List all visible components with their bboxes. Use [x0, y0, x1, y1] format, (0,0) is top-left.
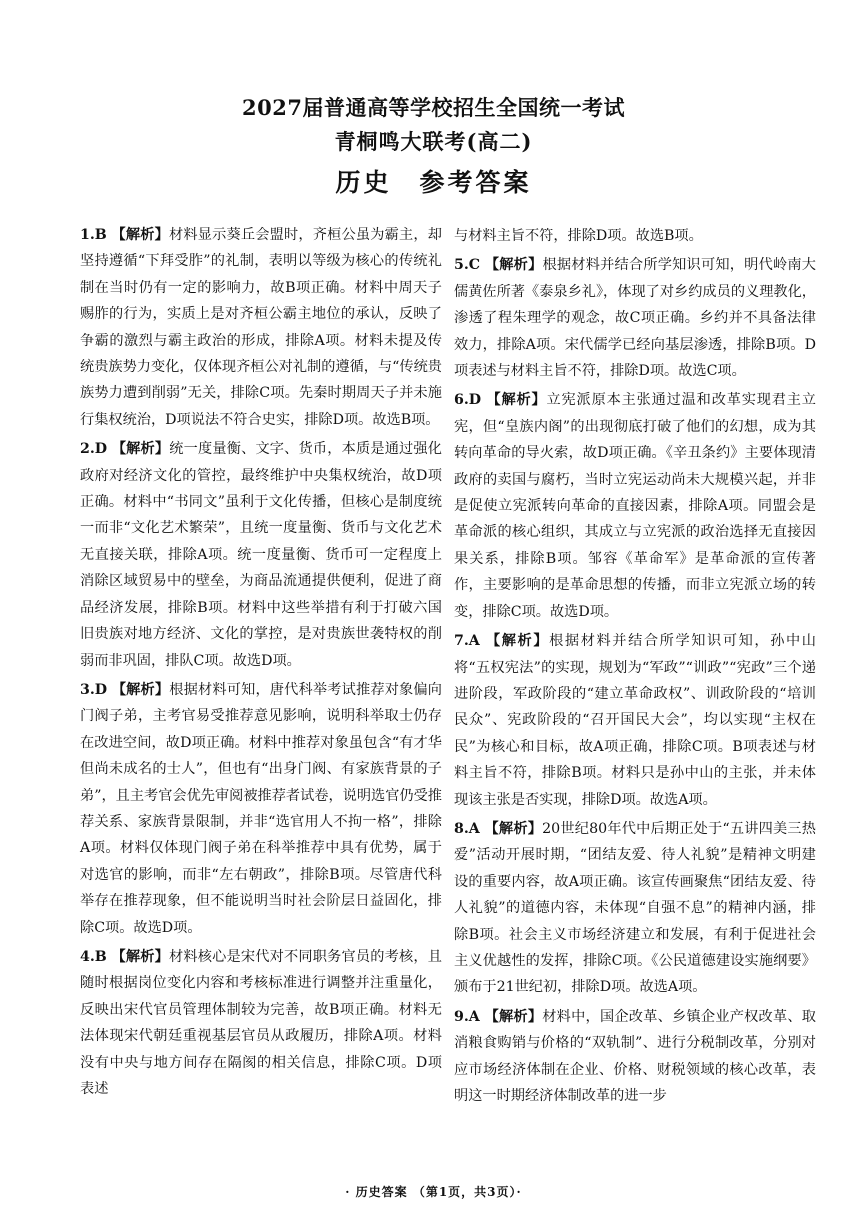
answer-number: 8.A: [454, 820, 480, 837]
answer-item-8: [454, 816, 816, 1001]
answer-text: 根据材料并结合所学知识可知，明代岭南大儒黄佐所著《泰泉乡礼》，体现了对乡约成员的义理教化，渗透了程朱理学的观念，故C项正确。乡约并不具备法律效力，排除A项。宋代儒学已经向基层渗透，排除B项。D项表述与材料主旨不符，排除D项。故选C项。: [454, 257, 816, 380]
answer-text: 材料显示葵丘会盟时，齐桓公虽为霸主，却坚持遵循“下拜受胙”的礼制，表明以等级为核心的传统礼制在当时仍有一定的影响力，故B项正确。材料中周天子赐胙的行为，实质上是对齐桓公霸主地位的承认，反映了争霸的激烈与霸主政治的形成，排除A项。材料未提及传统贵族势力变化，仅体现齐桓公对礼制的遵循，与“传统贵族势力遭到削弱”无关，排除C项。先秦时期周天子并未施行集权统治，D项说法不符合史实，排除D项。故选B项。: [80, 227, 442, 428]
answer-number: 2.D: [80, 441, 108, 458]
league-name: 青桐鸣大联考(高二): [334, 129, 533, 154]
subject-label: 历史: [335, 168, 392, 197]
analysis-tag: 【解析】: [111, 681, 170, 698]
doc-type-label: 参考答案: [419, 168, 532, 197]
analysis-tag: 【解析】: [111, 948, 170, 965]
right-column: [454, 223, 816, 1112]
answer-text: 统一度量衡、文字、货币，本质是通过强化政府对经济文化的管控，最终维护中央集权统治，故D项正确。材料中“书同文”虽利于文化传播，但核心是制度统一而非“文化艺术繁荣”，且统一度量衡、货币与文化艺术无直接关联，排除A项。统一度量衡、货币可一定程度上消除区域贸易中的壁垒，为商品流通提供便利，促进了商品经济发展，排除B项。材料中这些举措有利于打破六国旧贵族对地方经济、文化的掌控，是对贵族世袭特权的削弱而非巩固，排队C项。故选D项。: [80, 441, 442, 669]
answer-text: 材料核心是宋代对不同职务官员的考核，且随时根据岗位变化内容和考核标准进行调整并注重量化，反映出宋代官员管理体制较为完善，故B项正确。材料无法体现宋代朝廷重视基层官员从政履历，排除A项。材料没有中央与地方间存在隔阂的相关信息，排除C项。D项表述: [80, 948, 442, 1097]
answer-item-1: [80, 222, 442, 433]
answer-text: 根据材料可知，唐代科举考试推荐对象偏向门阀子弟，主考官易受推荐意见影响，说明科举取士仍存在改进空间，故D项正确。材料中推荐对象虽包含“有才华但尚未成名的士人”，但也有“出身门阀、有家族背景的子弟”，且主考官会优先审阅被推荐者试卷，说明选官仍受推荐关系、家族背景限制，并非“选官用人不拘一格”，排除A项。材料仅体现门阀子弟在科举推荐中具有优势，属于对选官的影响，而非“左右朝政”，排除B项。尽管唐代科举存在推荐现象，但不能说明当时社会阶层日益固化，排除C项。故选D项。: [80, 681, 442, 936]
answer-number: 6.D: [454, 392, 482, 409]
answer-item-2: [80, 436, 442, 674]
analysis-tag: 【解析】: [111, 441, 170, 458]
answer-number: 4.B: [80, 948, 107, 965]
answer-item-5: [454, 252, 816, 384]
answer-item-4-continued: [454, 223, 816, 249]
analysis-tag: 【解析】: [484, 1008, 543, 1025]
answer-number: 5.C: [454, 257, 481, 274]
analysis-tag: 【解析】: [486, 392, 547, 409]
answer-number: 9.A: [454, 1008, 480, 1025]
answer-text: 与材料主旨不符，排除D项。故选B项。: [454, 228, 703, 244]
answer-text: 20世纪80年代中后期正处于“五讲四美三热爱”活动开展时期，“团结友爱、待人礼貌”是精神文明建设的重要内容，故A项正确。该宣传画聚焦“团结友爱、待人礼貌”的道德内容，未体现“自强不息”的精神内涵，排除B项。社会主义市场经济建立和发展，有利于促进社会主义优越性的发挥，排除C项。《公民道德建设实施纲要》颁布于21世纪初，排除D项。故选A项。: [454, 820, 816, 996]
answer-item-9: [454, 1004, 816, 1110]
subject-heading: [0, 163, 867, 199]
analysis-tag: 【解析】: [484, 257, 543, 274]
analysis-tag: 【解析】: [485, 633, 550, 650]
answer-text: 材料中，国企改革、乡镇企业产权改革、取消粮食购销与价格的“双轨制”、进行分税制改革，分别对应市场经济体制在企业、价格、财税领域的核心改革，表明这一时期经济体制改革的进一步: [454, 1008, 816, 1104]
answer-item-4: [80, 944, 442, 1102]
answer-item-6: [454, 387, 816, 625]
answer-text: 根据材料并结合所学知识可知，孙中山将“五权宪法”的实现，规划为“军政”“训政”“宪政”三个递进阶段，军政阶段的“建立革命政权”、训政阶段的“培训民众”、宪政阶段的“召开国民大会”，均以实现“主权在民”为核心和目标，故A项正确，排除C项。B项表述与材料主旨不符，排除B项。材料只是孙中山的主张，并未体现该主张是否实现，排除D项。故选A项。: [454, 633, 816, 808]
exam-title: 2027届普通高等学校招生全国统一考试: [242, 95, 625, 120]
answer-text: 立宪派原本主张通过温和改革实现君主立宪，但“皇族内阁”的出现彻底打破了他们的幻想，成为其转向革命的导火索，故D项正确。《辛丑条约》主要体现清政府的卖国与腐朽，当时立宪运动尚未大规模兴起，并非是促使立宪派转向革命的直接因素，排除A项。同盟会是革命派的核心组织，其成立与立宪派的政治选择无直接因果关系，排除B项。邹容《革命军》是革命派的宣传著作，主要影响的是革命思想的传播，而非立宪派立场的转变，排除C项。故选D项。: [454, 392, 816, 620]
answer-item-3: [80, 677, 442, 941]
answer-number: 7.A: [454, 633, 480, 650]
page-footer: · 历史答案 （第1页，共3页）·: [345, 1185, 522, 1199]
left-column: [80, 222, 442, 1105]
analysis-tag: 【解析】: [484, 820, 543, 837]
answer-number: 3.D: [80, 681, 108, 698]
analysis-tag: 【解析】: [111, 227, 170, 243]
answer-item-7: [454, 628, 816, 813]
answer-number: 1.B: [80, 227, 107, 243]
